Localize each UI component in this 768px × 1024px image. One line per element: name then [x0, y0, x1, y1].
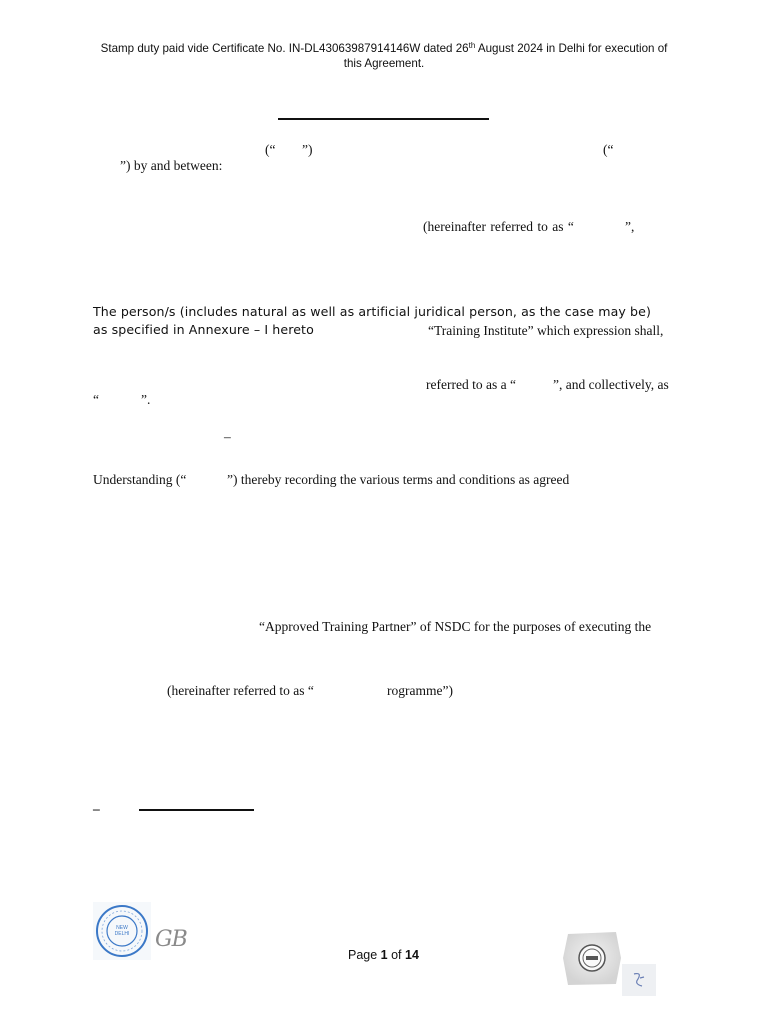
stamp-duty-note-line1: [0, 42, 768, 55]
seal-text: NEW DELHI: [114, 925, 130, 937]
by-and-between: ”) by and between:: [120, 158, 223, 173]
open-quote-2: (“: [603, 142, 614, 157]
signature-initials: GB: [155, 927, 187, 952]
hereinafter-referred-2: (hereinafter referred to as “: [167, 683, 314, 698]
page-number: [348, 948, 419, 962]
page-label: Page: [348, 948, 381, 962]
programme-close: rogramme”): [387, 683, 453, 698]
stamp-duty-note-suffix: August 2024 in Delhi for execution of: [475, 42, 668, 55]
signature-scribble-icon: [622, 964, 656, 996]
stamp-duty-note-sup: th: [468, 41, 476, 50]
quote-open: “: [93, 392, 99, 407]
approved-training-partner: “Approved Training Partner” of NSDC for the purposes of executing the: [259, 619, 652, 634]
referred-to-as: referred to as a “: [426, 377, 516, 392]
dash-1: –: [224, 429, 231, 444]
page-of: of: [387, 948, 405, 962]
quote-close-period: ”.: [141, 392, 151, 407]
persons-line-2b: “Training Institute” which expression shall,: [428, 323, 664, 338]
title-underline: [278, 118, 489, 120]
seal-stamp: [93, 902, 151, 960]
understanding-a: Understanding (“: [93, 472, 187, 487]
dash-2: –: [93, 801, 100, 816]
company-seal: [560, 928, 624, 988]
section-underline: [139, 809, 254, 811]
close-quote-1: ”): [302, 142, 313, 157]
stamp-duty-note-line2: this Agreement.: [343, 57, 425, 70]
company-seal-icon: [560, 928, 624, 988]
understanding-b: ”) thereby recording the various terms and conditions as agreed: [227, 472, 570, 487]
persons-line-1: The person/s (includes natural as well as artificial juridical person, as the case may be): [93, 304, 652, 319]
open-quote-1: (“: [265, 142, 276, 157]
page-current: 1: [380, 948, 388, 962]
signature-mark: [622, 964, 656, 996]
hereinafter-referred-1: (hereinafter referred to as “: [423, 219, 574, 234]
close-quote-comma: ”,: [625, 219, 635, 234]
collectively-as: ”, and collectively, as: [553, 377, 669, 392]
persons-line-2a: as specified in Annexure – I hereto: [93, 322, 314, 337]
stamp-duty-note-prefix: Stamp duty paid vide Certificate No. IN-DL43063987914146W dated 26: [100, 42, 469, 55]
page-total: 14: [405, 948, 419, 962]
